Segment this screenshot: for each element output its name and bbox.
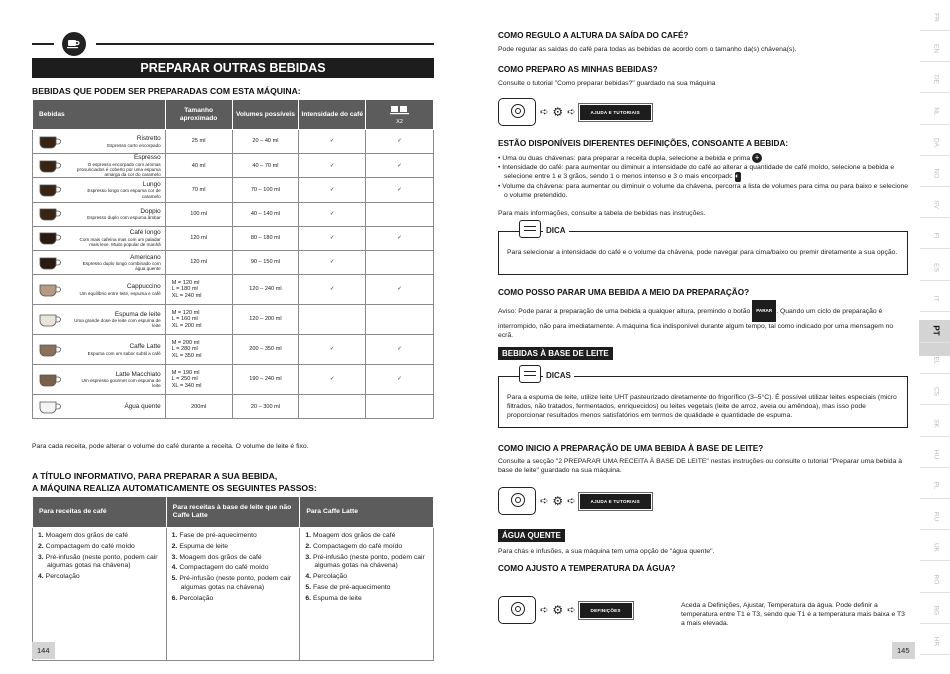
q-prepare-answer: Consulte o tutorial "Como preparar bebidas?" guardado na sua máquina [498, 80, 716, 87]
settings-heading: ESTÃO DISPONÍVEIS DIFERENTES DEFINIÇÕES, CONSOANTE A BEBIDA: [498, 139, 789, 148]
drink-cup-icon [37, 313, 63, 327]
milk-start-heading: COMO INICIO A PREPARAÇÃO DE UMA BEBIDA À BASE DE LEITE? [498, 444, 764, 453]
col-double-cup [366, 100, 434, 130]
tips-title: DICAS [543, 371, 574, 382]
hot-water-bar: ÁGUA QUENTE [498, 529, 565, 542]
intensity-cell: ✓ [299, 365, 366, 395]
drink-desc: Uma grande dose de leite com espuma de leite [74, 318, 161, 329]
language-separator [920, 280, 950, 281]
drink-name: Latte Macchiato [115, 370, 161, 378]
drink-name: Lungo [142, 181, 161, 189]
step-item: 5. Fase de pré-aquecimento [305, 584, 391, 592]
step-item: 4. Percolação [305, 573, 347, 581]
q-height-answer: Pode regular as saídas do café para todas as bebidas de acordo com o tamanho da(s) chávena(s). [498, 46, 797, 53]
gear-icon: ⚙ [552, 603, 564, 617]
x2-label: X2 [396, 118, 404, 125]
language-separator [920, 186, 950, 187]
language-tab-da[interactable]: DA [932, 137, 940, 147]
section-banner: PREPARAR OUTRAS BEBIDAS [32, 58, 434, 78]
plus-icon: + [752, 153, 762, 163]
volume-cell: 120 – 200 ml [232, 305, 299, 335]
arrow-right-icon: ➪ [540, 495, 549, 507]
table-row [33, 226, 434, 250]
volume-cell: 190 – 240 ml [232, 365, 299, 395]
size-cell [165, 335, 232, 365]
table-row [33, 130, 434, 154]
drink-cell [33, 202, 166, 226]
step-item: 1. Moagem dos grãos de café [305, 532, 396, 539]
drink-cup-icon [37, 207, 63, 221]
x2-cell: ✓ [366, 275, 434, 305]
drink-cell [33, 178, 166, 202]
size-cell [165, 305, 232, 335]
drink-cup-icon [37, 183, 63, 197]
language-tab-uk[interactable]: UK [932, 543, 940, 553]
table-row [33, 250, 434, 274]
language-tab-sv[interactable]: SV [932, 200, 940, 210]
size-value: 100 ml [190, 210, 207, 217]
volume-cell: 80 – 180 ml [232, 226, 299, 250]
language-tab-hr[interactable]: HR [932, 636, 940, 647]
language-tab-no[interactable]: NO [932, 168, 940, 179]
drink-cell [33, 335, 166, 365]
gear-icon: ⚙ [552, 494, 564, 508]
step-item: 4. Compactagem do café moído [171, 564, 269, 572]
settings-button[interactable]: DEFINIÇÕES [580, 603, 632, 618]
volume-note: Para cada receita, pode alterar o volume do café durante a receita. O volume de leite é fixo. [32, 443, 309, 450]
tip-text: Para selecionar a intensidade do café e o volume da chávena, pode navegar para cima/baixo ou premir diretamente a sua opção. [507, 249, 898, 256]
drink-cell [33, 154, 166, 178]
tutorial-sequence-3 [498, 596, 632, 624]
speech-bubble-icon [519, 365, 541, 383]
drink-cell [33, 365, 166, 395]
language-tab-sk[interactable]: SK [932, 418, 940, 428]
x2-cell: ✓ [366, 226, 434, 250]
language-separator [920, 248, 950, 249]
language-tab-pl[interactable]: PL [932, 481, 940, 490]
col-size: Tamanho aproximado [165, 100, 232, 130]
size-value: M = 200 ml [171, 340, 200, 346]
size-value: 25 ml [191, 138, 206, 145]
size-value: 120 ml [190, 235, 207, 242]
language-separator [920, 30, 950, 31]
double-cup-icon [390, 104, 410, 116]
drinks-table-heading: BEBIDAS QUE PODEM SER PREPARADAS COM ESTA MÁQUINA: [32, 86, 301, 96]
size-cell [165, 226, 232, 250]
language-tab-fi[interactable]: FI [932, 233, 940, 239]
drink-name: Água quente [124, 403, 161, 411]
arrow-right-icon: ➪ [567, 106, 576, 118]
language-separator [920, 654, 950, 655]
language-separator [920, 92, 950, 93]
drink-cell [33, 275, 166, 305]
volume-cell: 200 – 350 ml [232, 335, 299, 365]
drink-desc: Espresso duplo longo combinado com água quente [82, 260, 161, 272]
steps-heading: A TÍTULO INFORMATIVO, PARA PREPARAR A SUA BEBIDA, A MÁQUINA REALIZA AUTOMATICAMENTE OS SEGUINTES PASSOS: [32, 471, 317, 494]
steps-table [32, 496, 434, 661]
left-page [0, 0, 470, 674]
size-value: L = 280 ml [171, 346, 198, 353]
language-separator [920, 124, 950, 125]
more-info: Para mais informações, consulte a tabela de bebidas nas instruções. [498, 210, 706, 217]
gear-icon: ⚙ [552, 105, 564, 119]
speech-bubble-icon [519, 220, 541, 238]
x2-cell: ✓ [366, 154, 434, 178]
step-item: 5. Pré-infusão (neste ponto, podem cair algumas gotas na chávena) [171, 575, 292, 592]
tips-box [498, 371, 908, 428]
settings-list [498, 153, 910, 200]
drinks-table [32, 99, 434, 419]
step-item: 3. Pré-infusão (neste ponto, podem cair algumas gotas na chávena) [305, 553, 425, 570]
q-prepare-heading: COMO PREPARO AS MINHAS BEBIDAS? [498, 65, 658, 74]
language-separator [920, 217, 950, 218]
table-row [33, 335, 434, 365]
size-value: XL = 340 ml [171, 382, 202, 389]
drink-desc: Espresso longo com espuma cor de caramelo [87, 188, 161, 199]
stop-heading: COMO POSSO PARAR UMA BEBIDA A MEIO DA PREPARAÇÃO? [498, 288, 750, 297]
x2-cell [366, 305, 434, 335]
drink-cup-icon [37, 373, 63, 387]
list-item: • Uma ou duas chávenas: para preparar a receita dupla, selecione a bebida e prima + [498, 153, 910, 163]
drink-name: Caffe Latte [129, 343, 161, 351]
size-cell [165, 154, 232, 178]
table-row [33, 305, 434, 335]
language-separator [920, 436, 950, 437]
size-value: 120 ml [190, 259, 207, 266]
drink-desc: Com mais cafeína mas com um paladar mais leve. Muito popular de manhã [79, 236, 161, 248]
drink-desc: Espresso duplo com espuma âmbar [87, 215, 161, 221]
table-row [33, 178, 434, 202]
beans-icon: ◐◐ [730, 173, 740, 181]
language-tab-ru[interactable]: RU [932, 511, 940, 522]
size-value: 200ml [190, 403, 207, 410]
language-separator [920, 529, 950, 530]
step-item: 6. Espuma de leite [305, 594, 362, 602]
table-row [33, 365, 434, 395]
size-cell [165, 130, 232, 154]
stop-answer: Aviso: Pode parar a preparação de uma bebida a qualquer altura, premindo o botão PARAR . Quando um ciclo de preparação é interrompido, não para imediatamente. A máquina fica indisponível durante algum tempo, tal como indicado por uma mensagem no ecrã. [498, 300, 910, 341]
language-separator [920, 592, 950, 593]
drink-name: Café longo [129, 229, 161, 237]
step-item: 2. Espuma de leite [171, 542, 229, 550]
tips-text: Para a espuma de leite, utilize leite UHT pasteurizado diretamente do frigorífico (3–5°C). É possível utilizar leites especiais (micro filtrados, não tratados, fermentados, enriquecidos) ou leites vegetais (leite de arroz, aveia ou amêndoa), mas isso pode proporcionar resultados menos satisfatórios em termos de qualidade e quantidade de espuma. [507, 394, 897, 420]
tutorial-sequence-2 [498, 487, 651, 515]
header-rule-right [96, 43, 434, 45]
size-value: XL = 350 ml [171, 352, 202, 359]
header-rule-left [32, 43, 54, 45]
language-separator [920, 560, 950, 561]
drink-name: Cappuccino [126, 283, 161, 291]
intensity-cell: ✓ [299, 275, 366, 305]
language-tab-de[interactable]: DE [932, 75, 940, 85]
step-item: 3. Moagem dos grãos de café [171, 553, 262, 561]
size-value: L = 180 ml [171, 286, 198, 293]
drink-name: Ristretto [136, 135, 161, 143]
drink-desc: Um equilíbrio entre leite, espuma e café [79, 290, 161, 296]
language-separator [920, 155, 950, 156]
tip-box [498, 226, 908, 275]
drink-cup-icon [37, 231, 63, 245]
volume-cell: 40 – 140 ml [232, 202, 299, 226]
x2-cell [366, 250, 434, 274]
steps-column-header: Para receitas de café [33, 497, 167, 528]
language-separator [920, 467, 950, 468]
size-cell [165, 202, 232, 226]
drink-name: Americano [130, 253, 161, 261]
drink-cup-icon [37, 283, 63, 297]
drink-cell [33, 305, 166, 335]
drink-cup-icon [37, 343, 63, 357]
size-value: M = 190 ml [171, 370, 200, 376]
help-tutorials-button[interactable]: AJUDA E TUTORIAIS [580, 494, 651, 509]
step-item: 3. Pré-infusão (neste ponto, podem cair algumas gotas na chávena) [38, 553, 158, 570]
touch-screen-icon [498, 487, 536, 515]
steps-column-header: Para receitas à base de leite que não Caffe Latte [166, 497, 300, 528]
language-tab-pt[interactable]: PT [931, 325, 941, 336]
milk-start-answer: Consulte a secção "2 PREPARAR UMA RECEITA À BASE DE LEITE" nestas instruções ou consulte o tutorial "Preparar uma bebida à base de leite" guardado na sua máquina. [498, 458, 903, 475]
intensity-cell: ✓ [299, 130, 366, 154]
drink-cup-icon [37, 256, 63, 270]
intensity-cell [299, 305, 366, 335]
page-number-right: 145 [892, 642, 915, 659]
table-row [33, 275, 434, 305]
table-row [33, 202, 434, 226]
size-cell [165, 365, 232, 395]
intensity-cell: ✓ [299, 154, 366, 178]
list-item: • Intensidade do café: para aumentar ou diminuir a intensidade do café ao alterar a quantidade de café moído, selecione a bebida e selecione entre 1 e 3 grãos, sendo 1 o menos intenso e 3 o mais encorpado ◐◐ [498, 164, 895, 181]
language-tab-es[interactable]: ES [932, 262, 940, 272]
step-item: 6. Percolação [171, 594, 214, 602]
drink-cell [33, 130, 166, 154]
steps-column [300, 528, 434, 661]
drink-desc: Espuma com um sabor subtil a café [87, 350, 161, 356]
drink-cell [33, 395, 166, 419]
language-separator [920, 342, 950, 343]
size-value: 70 ml [191, 186, 206, 193]
list-item: • Volume da chávena: para aumentar ou diminuir o volume da chávena, percorra a lista de volumes para cima ou para baixo e selecione o volume pretendido. [498, 182, 909, 199]
x2-cell: ✓ [366, 335, 434, 365]
language-separator [920, 311, 950, 312]
language-tab-bg[interactable]: BG [932, 605, 940, 615]
drink-cup-icon [37, 400, 63, 414]
page-number-left: 144 [32, 642, 55, 659]
col-volume: Volumes possíveis [232, 100, 299, 130]
arrow-right-icon: ➪ [567, 604, 576, 616]
language-separator [920, 498, 950, 499]
volume-cell: 70 – 100 ml [232, 178, 299, 202]
intensity-cell: ✓ [299, 202, 366, 226]
step-item: 1. Moagem dos grãos de café [38, 532, 129, 539]
language-tab-it[interactable]: IT [932, 295, 940, 302]
water-temp-answer: Aceda a Definições, Ajustar, Temperatura da água. Pode definir a temperatura entre T1 e T3, sendo que T1 é a temperatura mais baixa e T3 a mais elevada. [681, 602, 905, 628]
size-cell [165, 395, 232, 419]
volume-cell: 20 – 300 ml [232, 395, 299, 419]
language-tab-hu[interactable]: HU [932, 449, 940, 459]
col-drinks: Bebidas [33, 100, 166, 130]
language-tab-el[interactable]: EL [932, 356, 940, 365]
size-cell [165, 178, 232, 202]
language-tab-nl[interactable]: NL [932, 106, 940, 116]
language-separator [920, 623, 950, 624]
volume-cell: 120 – 240 ml [232, 275, 299, 305]
help-tutorials-button[interactable]: AJUDA E TUTORIAIS [580, 105, 651, 120]
right-page [470, 0, 950, 674]
volume-cell: 40 – 70 ml [232, 154, 299, 178]
language-tab-cs[interactable]: CS [932, 387, 940, 397]
stop-button[interactable]: PARAR [752, 300, 776, 322]
touch-screen-icon [498, 98, 536, 126]
tutorial-sequence-1 [498, 98, 651, 126]
step-item: 2. Compactagem do café moído [305, 542, 403, 550]
arrow-right-icon: ➪ [540, 604, 549, 616]
language-tab-fr[interactable]: FR [932, 13, 940, 22]
q-height-heading: COMO REGULO A ALTURA DA SAÍDA DO CAFÉ? [498, 31, 689, 40]
x2-cell: ✓ [366, 130, 434, 154]
hot-water-text: Para chás e infusões, a sua máquina tem uma opção de "água quente". [498, 548, 715, 555]
size-value: L = 160 ml [171, 316, 198, 323]
language-tab-ro[interactable]: RO [932, 574, 940, 584]
volume-cell: 20 – 40 ml [232, 130, 299, 154]
tip-title: DICA [543, 226, 569, 237]
language-separator [920, 61, 950, 62]
drink-desc: Espresso curto encorpado [107, 142, 161, 148]
arrow-right-icon: ➪ [540, 106, 549, 118]
drink-cell [33, 226, 166, 250]
drink-name: Doppio [140, 207, 161, 215]
table-row [33, 395, 434, 419]
coffee-cup-icon [62, 32, 86, 56]
x2-cell: ✓ [366, 365, 434, 395]
step-item: 4. Percolação [38, 573, 80, 581]
drink-name: Espresso [134, 154, 161, 162]
volume-cell: 90 – 150 ml [232, 250, 299, 274]
x2-cell: ✓ [366, 178, 434, 202]
size-cell [165, 275, 232, 305]
table-row [33, 154, 434, 178]
drink-desc: Um espresso gourmet com espuma de leite [81, 378, 161, 389]
drink-cup-icon [37, 135, 63, 149]
step-item: 2. Compactagem do café moído [38, 542, 135, 550]
language-separator [920, 404, 950, 405]
language-sidebar [922, 0, 950, 674]
intensity-cell: ✓ [299, 178, 366, 202]
water-temp-heading: COMO AJUSTO A TEMPERATURA DA ÁGUA? [498, 564, 676, 573]
size-value: XL = 240 ml [171, 292, 202, 299]
language-separator [920, 373, 950, 374]
milk-section-bar: BEBIDAS À BASE DE LEITE [498, 347, 613, 360]
drink-cup-icon [37, 159, 63, 173]
intensity-cell: ✓ [299, 250, 366, 274]
intensity-cell [299, 395, 366, 419]
intensity-cell: ✓ [299, 335, 366, 365]
steps-column [166, 528, 300, 661]
size-cell [165, 250, 232, 274]
x2-cell [366, 202, 434, 226]
touch-screen-icon [498, 596, 536, 624]
size-value: M = 120 ml [171, 310, 200, 316]
steps-column-header: Para Caffe Latte [300, 497, 434, 528]
arrow-right-icon: ➪ [567, 495, 576, 507]
x2-cell [366, 395, 434, 419]
step-item: 1. Fase de pré-aquecimento [171, 532, 257, 539]
drink-cell [33, 250, 166, 274]
intensity-cell: ✓ [299, 226, 366, 250]
drink-desc: O espresso encorpado com aromas pronunciados é coberto por uma espuma amarga da cor do caramelo [76, 161, 161, 178]
language-tab-en[interactable]: EN [932, 44, 940, 54]
steps-column [33, 528, 167, 661]
size-value: M = 120 ml [171, 280, 200, 286]
col-intensity: Intensidade do café [299, 100, 366, 130]
size-value: 40 ml [191, 162, 206, 169]
drink-name: Espuma de leite [114, 310, 161, 318]
size-value: XL = 200 ml [171, 322, 202, 329]
size-value: L = 250 ml [171, 376, 198, 383]
